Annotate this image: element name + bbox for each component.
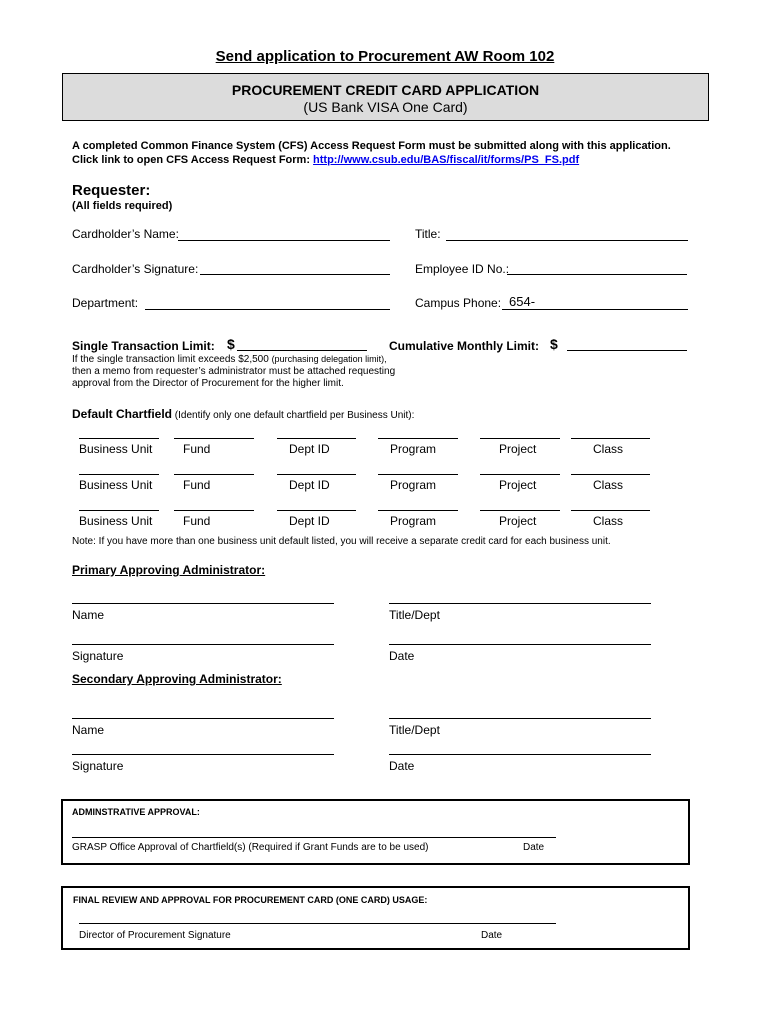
page-title: PROCUREMENT CREDIT CARD APPLICATION <box>231 82 540 98</box>
cardholder-signature-label: Cardholder’s Signature: <box>72 262 199 276</box>
chartfield-field[interactable] <box>378 510 458 511</box>
chartfield-field[interactable] <box>571 474 650 475</box>
chartfield-field[interactable] <box>79 474 159 475</box>
chartfield-heading-note: (Identify only one default chartfield per Business Unit): <box>172 410 415 421</box>
chartfield-column-label: Program <box>390 478 437 492</box>
cumulative-limit-label: Cumulative Monthly Limit: <box>389 339 539 353</box>
chartfield-column-label: Class <box>593 478 624 492</box>
chartfield-column-label: Class <box>593 514 624 528</box>
secondary-date-label: Date <box>389 759 415 773</box>
department-label: Department: <box>72 296 139 310</box>
chartfield-field[interactable] <box>79 438 159 439</box>
requester-note: (All fields required) <box>72 200 173 212</box>
limit-note-1 <box>72 354 387 365</box>
title-label: Title: <box>415 227 441 241</box>
primary-name-field[interactable] <box>72 603 334 604</box>
limit-note-1-b: (purchasing delegation limit), <box>271 354 387 364</box>
chartfield-heading: Default Chartfield <box>72 407 173 421</box>
primary-date-label: Date <box>389 649 415 663</box>
chartfield-field[interactable] <box>480 438 560 439</box>
chartfield-column-label: Project <box>499 442 537 456</box>
chartfield-field[interactable] <box>174 510 254 511</box>
chartfield-field[interactable] <box>174 474 254 475</box>
primary-title-label: Title/Dept <box>389 608 440 622</box>
limit-note-3: approval from the Director of Procurement for the higher limit. <box>72 378 344 389</box>
single-limit-currency: $ <box>227 336 235 352</box>
primary-signature-label: Signature <box>72 649 124 663</box>
secondary-title-field[interactable] <box>389 718 651 719</box>
send-to-heading: Send application to Procurement AW Room 102 <box>215 48 555 65</box>
chartfield-field[interactable] <box>571 438 650 439</box>
cumulative-limit-currency: $ <box>550 336 558 352</box>
primary-name-label: Name <box>72 608 105 622</box>
chartfield-field[interactable] <box>480 510 560 511</box>
chartfield-field[interactable] <box>378 474 458 475</box>
chartfield-column-label: Fund <box>183 442 211 456</box>
cumulative-limit-field[interactable] <box>567 350 687 351</box>
chartfield-column-label: Business Unit <box>79 478 153 492</box>
chartfield-column-label: Program <box>390 514 437 528</box>
chartfield-field[interactable] <box>174 438 254 439</box>
final-review-heading: FINAL REVIEW AND APPROVAL FOR PROCUREMENT CARD (ONE CARD) USAGE: <box>73 895 428 905</box>
cardholder-name-field[interactable] <box>178 240 390 241</box>
single-limit-label: Single Transaction Limit: <box>72 339 215 353</box>
primary-signature-field[interactable] <box>72 644 334 645</box>
campus-phone-label: Campus Phone: <box>415 296 502 310</box>
director-signature-field[interactable] <box>79 923 556 924</box>
grasp-approval-label: GRASP Office Approval of Chartfield(s) (Required if Grant Funds are to be used) <box>72 842 429 853</box>
secondary-admin-heading: Secondary Approving Administrator: <box>72 672 282 686</box>
chartfield-column-label: Project <box>499 514 537 528</box>
chartfield-column-label: Program <box>390 442 437 456</box>
chartfield-column-label: Class <box>593 442 624 456</box>
chartfield-heading-row <box>72 405 414 423</box>
secondary-date-field[interactable] <box>389 754 651 755</box>
chartfield-field[interactable] <box>378 438 458 439</box>
chartfield-column-label: Fund <box>183 478 211 492</box>
campus-phone-prefix: 654- <box>509 294 536 309</box>
chartfield-column-label: Project <box>499 478 537 492</box>
admin-approval-heading: ADMINSTRATIVE APPROVAL: <box>72 807 200 817</box>
limit-note-1-a: If the single transaction limit exceeds $2,500 <box>72 354 272 365</box>
grasp-date-label: Date <box>523 842 545 853</box>
employee-id-label: Employee ID No.: <box>415 262 510 276</box>
page-subtitle: (US Bank VISA One Card) <box>303 99 468 115</box>
chartfield-field[interactable] <box>277 474 356 475</box>
chartfield-column-label: Fund <box>183 514 211 528</box>
intro-line-2 <box>72 154 579 166</box>
intro-line-1: A completed Common Finance System (CFS) Access Request Form must be submitted along with this application. <box>72 140 671 152</box>
chartfield-column-label: Business Unit <box>79 442 153 456</box>
secondary-title-label: Title/Dept <box>389 723 440 737</box>
primary-date-field[interactable] <box>389 644 651 645</box>
chartfield-field[interactable] <box>79 510 159 511</box>
single-limit-field[interactable] <box>237 350 367 351</box>
secondary-signature-label: Signature <box>72 759 124 773</box>
director-date-label: Date <box>481 930 503 941</box>
employee-id-field[interactable] <box>507 274 687 275</box>
limit-note-2: then a memo from requester’s administrator must be attached requesting <box>72 366 396 377</box>
requester-heading: Requester: <box>72 182 151 199</box>
director-signature-label: Director of Procurement Signature <box>79 930 231 941</box>
chartfield-column-label: Dept ID <box>289 442 330 456</box>
chartfield-column-label: Dept ID <box>289 478 330 492</box>
cfs-form-link[interactable]: http://www.csub.edu/BAS/fiscal/it/forms/PS_FS.pdf <box>313 154 580 166</box>
secondary-name-field[interactable] <box>72 718 334 719</box>
final-review-box <box>61 886 690 950</box>
primary-admin-heading: Primary Approving Administrator: <box>72 563 266 577</box>
department-field[interactable] <box>145 309 390 310</box>
cardholder-signature-field[interactable] <box>200 274 390 275</box>
chartfield-note: Note: If you have more than one business unit default listed, you will receive a separate credit card for each business unit. <box>72 536 611 547</box>
title-box <box>62 73 709 121</box>
grasp-signature-field[interactable] <box>72 837 556 838</box>
chartfield-column-label: Dept ID <box>289 514 330 528</box>
chartfield-field[interactable] <box>277 510 356 511</box>
primary-title-field[interactable] <box>389 603 651 604</box>
admin-approval-box <box>61 799 690 865</box>
campus-phone-field[interactable] <box>502 309 688 310</box>
intro-line-2-prefix: Click link to open CFS Access Request Form: <box>72 154 314 166</box>
chartfield-field[interactable] <box>277 438 356 439</box>
chartfield-field[interactable] <box>571 510 650 511</box>
cardholder-name-label: Cardholder’s Name: <box>72 227 179 241</box>
chartfield-column-label: Business Unit <box>79 514 153 528</box>
chartfield-field[interactable] <box>480 474 560 475</box>
secondary-name-label: Name <box>72 723 105 737</box>
secondary-signature-field[interactable] <box>72 754 334 755</box>
title-field[interactable] <box>446 240 688 241</box>
